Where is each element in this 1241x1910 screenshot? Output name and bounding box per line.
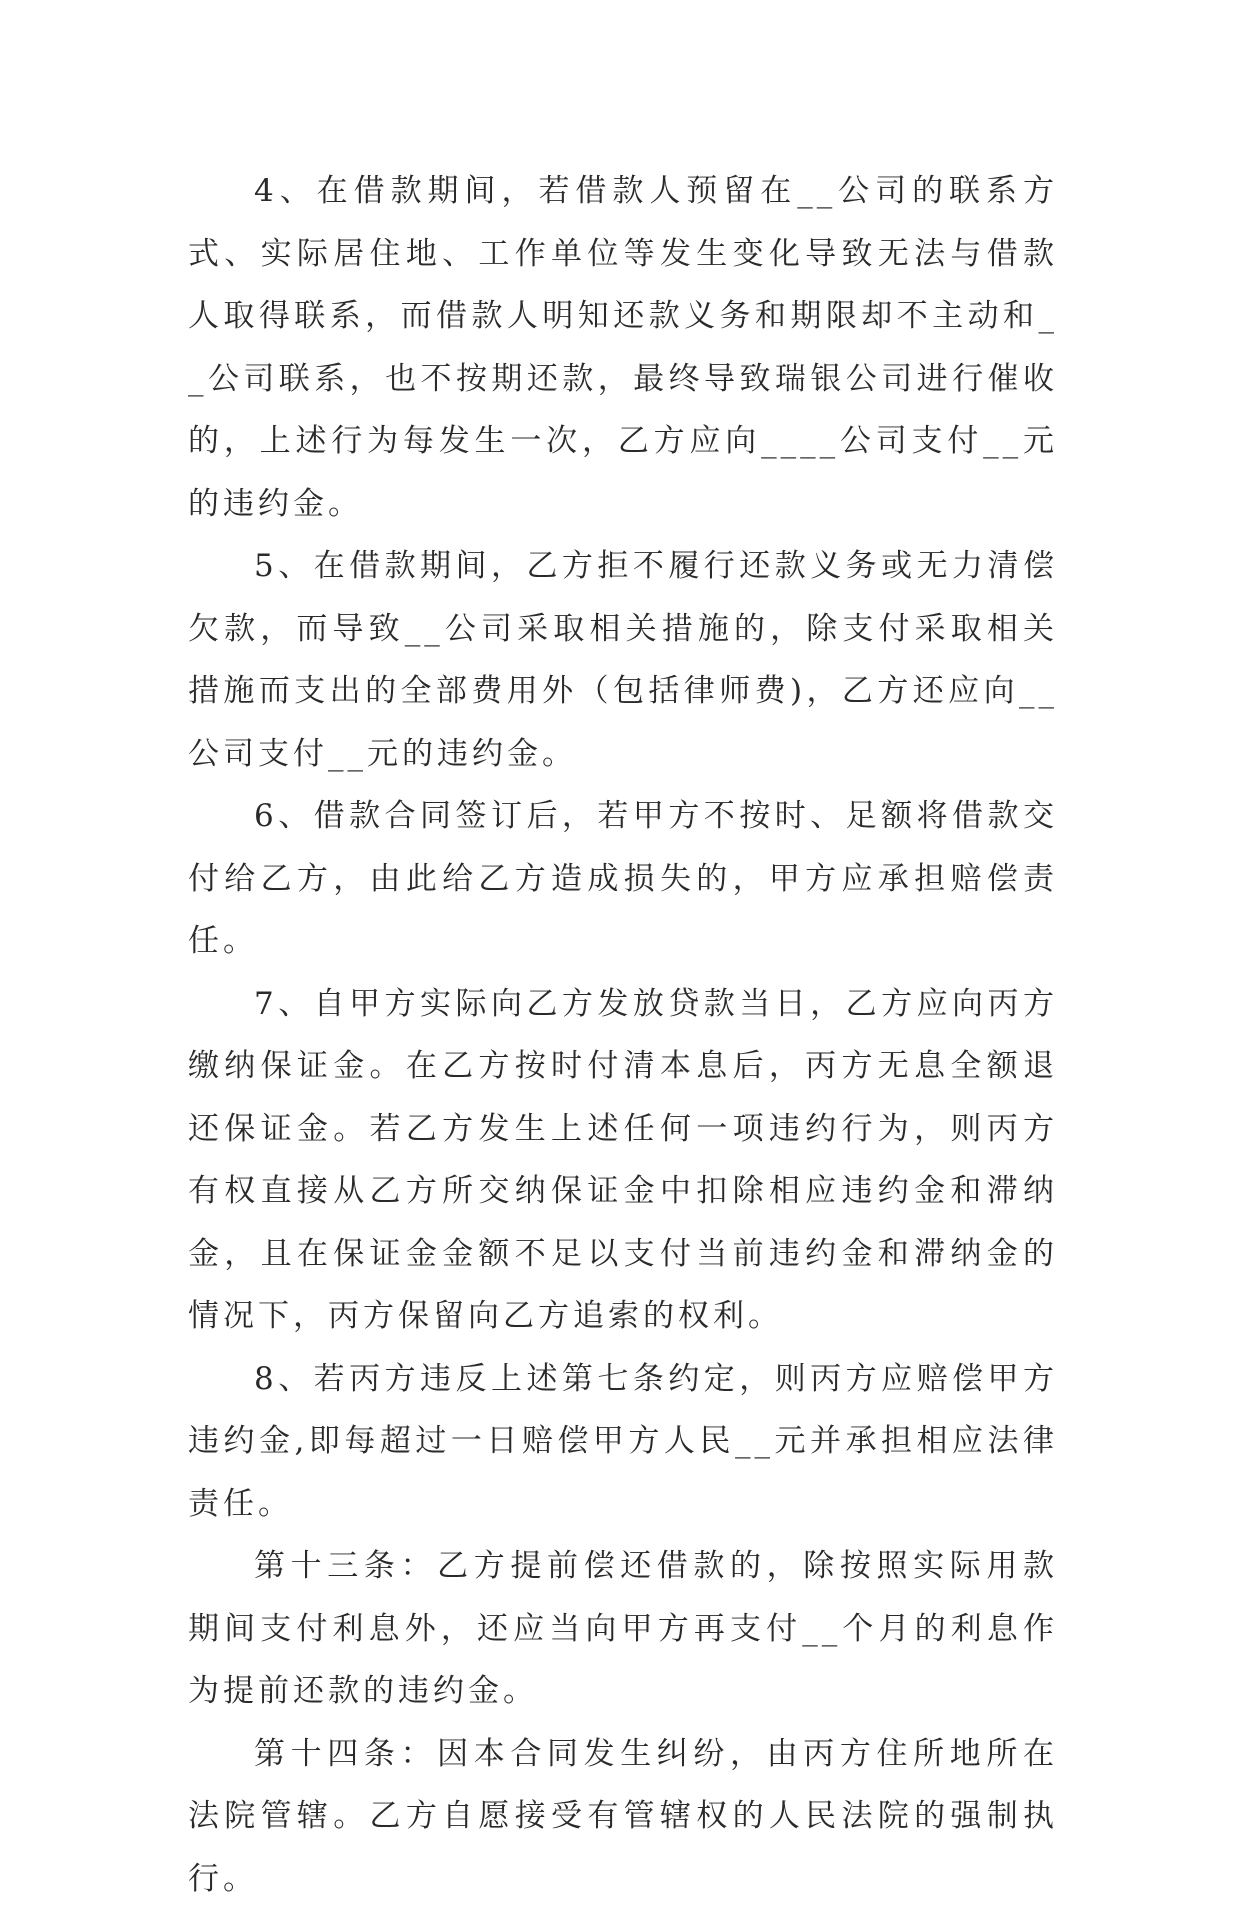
article-14-paragraph: 第十四条：因本合同发生纠纷，由丙方住所地所在法院管辖。乙方自愿接受有管辖权的人民法院的强制执行。 xyxy=(188,1723,1058,1910)
clause-6-paragraph: 6、借款合同签订后，若甲方不按时、足额将借款交付给乙方，由此给乙方造成损失的，甲方应承担赔偿责任。 xyxy=(188,785,1058,973)
clause-8-paragraph: 8、若丙方违反上述第七条约定，则丙方应赔偿甲方违约金,即每超过一日赔偿甲方人民__元并承担相应法律责任。 xyxy=(188,1348,1058,1536)
article-13-paragraph: 第十三条：乙方提前偿还借款的，除按照实际用款期间支付利息外，还应当向甲方再支付__个月的利息作为提前还款的违约金。 xyxy=(188,1535,1058,1723)
clause-7-paragraph: 7、自甲方实际向乙方发放贷款当日，乙方应向丙方缴纳保证金。在乙方按时付清本息后，丙方无息全额退还保证金。若乙方发生上述任何一项违约行为，则丙方有权直接从乙方所交纳保证金中扣除相应违约金和滞纳金，且在保证金金额不足以支付当前违约金和滞纳金的情况下，丙方保留向乙方追索的权利。 xyxy=(188,973,1058,1348)
clause-5-paragraph: 5、在借款期间，乙方拒不履行还款义务或无力清偿欠款，而导致__公司采取相关措施的，除支付采取相关措施而支出的全部费用外（包括律师费)，乙方还应向__公司支付__元的违约金。 xyxy=(188,535,1058,785)
clause-4-paragraph: 4、在借款期间，若借款人预留在__公司的联系方式、实际居住地、工作单位等发生变化导致无法与借款人取得联系，而借款人明知还款义务和期限却不主动和__公司联系，也不按期还款，最终导致瑞银公司进行催收的，上述行为每发生一次，乙方应向____公司支付__元的违约金。 xyxy=(188,160,1058,535)
document-body xyxy=(188,160,1058,1910)
